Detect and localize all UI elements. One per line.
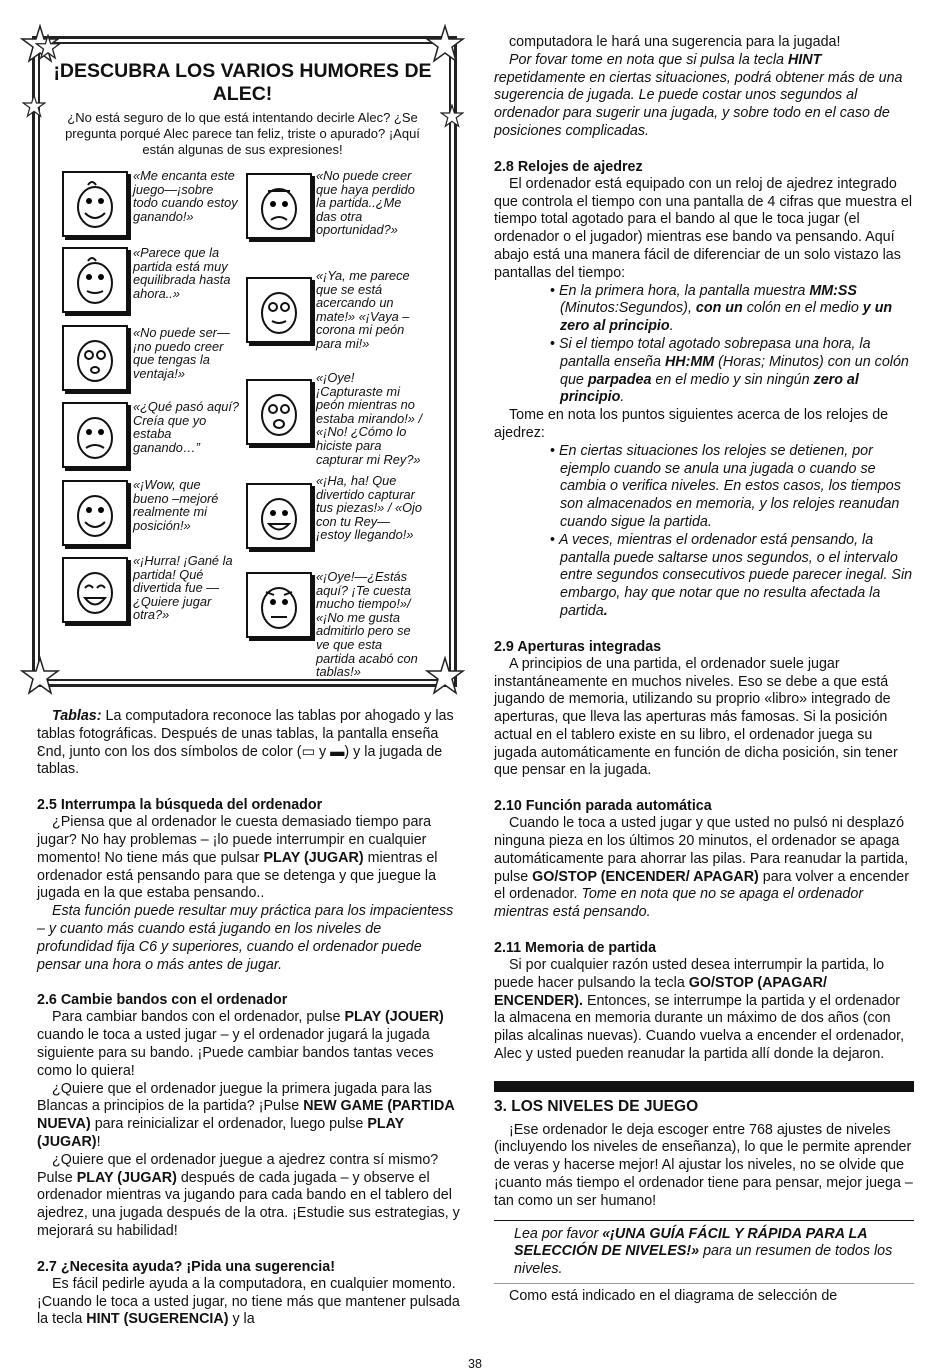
section-2-10-title: 2.10 Función parada automática xyxy=(494,798,712,815)
tablas-label: Tablas: xyxy=(52,708,102,724)
section-2-8-p2: Tome en nota los puntos siguientes acerca de los relojes de ajedrez: xyxy=(494,407,889,441)
mood-quote: «No puede ser— ¡no puedo creer que tengas la ventaja!» xyxy=(133,325,230,381)
right-column xyxy=(494,34,914,1306)
section-2-10-p1: Cuando le toca a usted jugar y que usted no pulsó ni desplazó ninguna pieza en los últimos 20 minutos, el ordenador se apaga automáticamente para ahorrar las pilas. Para reanudar la partida, pulse GO/STOP (ENCENDER/ APAGAR) para volver a encender el ordenador. Tome en nota que no se apaga el ordenador mientras está pensando. xyxy=(494,815,910,921)
star-icon xyxy=(425,656,465,696)
section-2-6-p1: Para cambiar bandos con el ordenador, pulse PLAY (JOUER) cuando le toca a usted jugar – y el ordenador jugará la jugada siguiente para su bando. ¡Puede cambiar bandos tantas veces como lo quiera! xyxy=(37,1009,444,1079)
star-icon xyxy=(35,34,61,60)
face-icon xyxy=(246,173,312,239)
face-icon xyxy=(246,572,312,638)
section-2-8-p1: El ordenador está equipado con un reloj de ajedrez integrado que controla el tiempo con una pantalla de 4 cifras que muestra el tiempo total agotado para el bando al que le toca jugar (el ordenador o el jugador) mientras ese bando va pensando. Aquí abajo está una manera fácil de diferenciar de un solo vistazo las pantallas del tiempo: xyxy=(494,175,913,281)
section-3-p1: ¡Ese ordenador le deja escoger entre 768 ajustes de niveles (incluyendo los niveles de enseñanza), lo que le permite aprender de veras y hacerse mejor! Al ajustar los niveles, no se olvide que ¡cuanto más tiempo el ordenador tiene para pensar, mejor juega – tan como un ser humano! xyxy=(494,1121,913,1209)
moods-box xyxy=(20,24,465,696)
star-icon xyxy=(22,94,46,118)
mood-quote: «¡Hurra! ¡Gané la partida! Qué divertida fue — ¿Quiere jugar otra?» xyxy=(133,553,233,623)
section-2-6-p2: ¿Quiere que el ordenador juegue la primera jugada para las Blancas a principios de la partida? ¡Pulse NEW GAME (PARTIDA NUEVA) para reinicializar el ordenador, luego pulse PLAY (JUGAR)! xyxy=(37,1080,455,1150)
face-icon xyxy=(62,325,128,391)
section-2-6-p3: ¿Quiere que el ordenador juegue a ajedrez contra sí mismo? Pulse PLAY (JUGAR) después de cada jugada – y observe el ordenador mientras va jugando para cada bando en el tablero del ajedrez, una jugada después de la otra. ¡Estudie sus estrategias, y mejorará su habilidad! xyxy=(37,1151,460,1239)
mood-quote: «¡Oye!—¿Estás aquí? ¡Te cuesta mucho tiempo!»/ «¡No me gusta admitirlo pero se ve que esta partida acabó con tablas!» xyxy=(316,569,418,680)
list-item: • Si el tiempo total agotado sobrepasa una hora, la pantalla enseña HH:MM (Horas; Minutos) con un colón que parpadea en el medio y sin ningún zero al principio. xyxy=(550,336,914,407)
face-icon xyxy=(62,402,128,468)
list-item: • En ciertas situaciones los relojes se detienen, por ejemplo cuando se anula una jugada o cuando se cambia o verifica niveles. En estos casos, los tiempos son almacenados en memoria, y los relojes reanudan cuando sigue la partida. xyxy=(550,443,914,532)
star-icon xyxy=(425,24,465,64)
face-icon xyxy=(246,483,312,549)
list-item: • En la primera hora, la pantalla muestra MM:SS (Minutos:Segundos), con un colón en el medio y un zero al principio. xyxy=(550,283,914,336)
section-2-5-p1: ¿Piensa que al ordenador le cuesta demasiado tiempo para jugar? No hay problemas – ¡lo puede interrumpir en cualquier momento! No tiene más que pulsar PLAY (JUGAR) mientras el ordenador está pensando para que se detenga y que juegue la jugada en la que estaba pensando.. xyxy=(37,814,438,902)
section-2-7-title: 2.7 ¿Necesita ayuda? ¡Pida una sugerencia! xyxy=(37,1258,335,1275)
section-2-5-title: 2.5 Interrumpa la búsqueda del ordenador xyxy=(37,797,323,814)
section-3-title: 3. LOS NIVELES DE JUEGO xyxy=(494,1097,699,1115)
mood-quote: «Me encanta este juego—¡sobre todo cuando estoy ganando!» xyxy=(133,168,238,224)
left-column xyxy=(37,708,460,1329)
face-icon xyxy=(246,379,312,445)
star-icon xyxy=(20,656,60,696)
section-2-9-p1: A principios de una partida, el ordenador suele jugar instantáneamente en muchos niveles. Eso se debe a que está jugando de memoria, utilizando su proprio «libro» integrado de aperturas, que lleva las aperturas más famosas. Si la posición actual en el tablero existe en su libro, el ordenador juega su jugada automáticamente en función de dicha posición, sin tener que pensar en la jugada. xyxy=(494,655,898,779)
clock-notes-list xyxy=(510,443,914,621)
page-number: 38 xyxy=(468,1357,482,1371)
mood-quote: «¿Qué pasó aquí? Creía que yo estaba ganando…” xyxy=(133,399,240,455)
hint-note: Por fovar tome en nota que si pulsa la tecla HINT repetidamente en ciertas situaciones, podrá obtener más de una sugerencia de jugada. Le puede costar unos segundos al ordenador para sugerir una jugada, y sobre todo en el caso de posiciones complicadas. xyxy=(494,51,903,139)
section-2-11-p1: Si por cualquier razón usted desea interrumpir la partida, lo puede hacer pulsando la tecla GO/STOP (APAGAR/ ENCENDER). Entonces, se interrumpe la partida y el ordenador la almacena en memoria durante un máximo de dos años (con pilas alcalinas nuevas). Cuando vuelva a encender el ordenador, Alec y usted pueden reanudar la partida allí donde la dejaron. xyxy=(494,957,905,1063)
mood-quote: «No puede creer que haya perdido la partida..¿Me das otra oportunidad?» xyxy=(316,168,415,238)
face-icon xyxy=(62,480,128,546)
section-2-8-title: 2.8 Relojes de ajedrez xyxy=(494,158,643,175)
section-2-7-p1: Es fácil pedirle ayuda a la computadora, en cualquier momento. ¡Cuando le toca a usted jugar, no tiene más que mantener pulsada la tecla HINT (SUGERENCIA) y la xyxy=(37,1275,460,1328)
tablas-paragraph xyxy=(37,708,460,779)
box-title: ¡DESCUBRA LOS VARIOS HUMORES DE ALEC! xyxy=(53,60,432,105)
mood-quote: «¡Ha, ha! Que divertido capturar tus piezas!» / «Ojo con tu Rey—¡estoy llegando!» xyxy=(316,473,422,543)
section-2-9-title: 2.9 Aperturas integradas xyxy=(494,638,662,655)
tablas-text: La computadora reconoce las tablas por ahogado y las tablas fotográficas. Después de unas tablas, la pantalla enseña Ɛnd, junto con los dos símbolos de color (▭ y ▬) y la jugada de tablas. xyxy=(37,708,454,778)
clock-display-list xyxy=(510,283,914,408)
mood-quote: «¡Ya, me parece que se está acercando un mate!» «¡Vaya – corona mi peón para mi!» xyxy=(316,268,410,351)
levels-guide-note: Lea por favor «¡UNA GUÍA FÁCIL Y RÁPIDA PARA LA SELECCIÓN DE NIVELES!» para un resumen de todos los niveles. xyxy=(494,1220,914,1284)
list-item: • A veces, mientras el ordenador está pensando, la pantalla puede saltarse unos segundos, o el intervalo entre segundos consecutivos puede parecer inegal. Sin embargo, hay que notar que no resulta afectada la partida. xyxy=(550,532,914,621)
section-divider xyxy=(494,1081,914,1092)
face-icon xyxy=(246,277,312,343)
star-icon xyxy=(440,104,464,128)
continued-text: computadora le hará una sugerencia para la jugada! xyxy=(509,34,841,50)
section-3-p2: Como está indicado en el diagrama de selección de xyxy=(509,1288,838,1305)
section-2-5-p2: Esta función puede resultar muy práctica para los impacientess – y cuanto más cuando está jugando en los niveles de profundidad fija C6 y superiores, cuando el ordenador puede pensar una hora o más antes de jugar. xyxy=(37,903,454,973)
face-icon xyxy=(62,247,128,313)
face-icon xyxy=(62,557,128,623)
mood-quote: «Parece que la partida está muy equilibrada hasta ahora..» xyxy=(133,245,231,301)
mood-quote: «¡Wow, que bueno –mejoré realmente mi posición!» xyxy=(133,477,219,533)
section-2-6-title: 2.6 Cambie bandos con el ordenador xyxy=(37,992,288,1009)
section-2-11-title: 2.11 Memoria de partida xyxy=(494,940,657,957)
face-icon xyxy=(62,171,128,237)
box-intro: ¿No está seguro de lo que está intentando decirle Alec? ¿Se pregunta porqué Alec parece tan feliz, triste o apurado? ¡Aquí están algunas de sus expresiones! xyxy=(65,110,420,157)
mood-quote: «¡Oye! ¡Capturaste mi peón mientras no estaba mirando!» / «¡No! ¿Cómo lo hiciste para capturar mi Rey?» xyxy=(316,370,422,467)
